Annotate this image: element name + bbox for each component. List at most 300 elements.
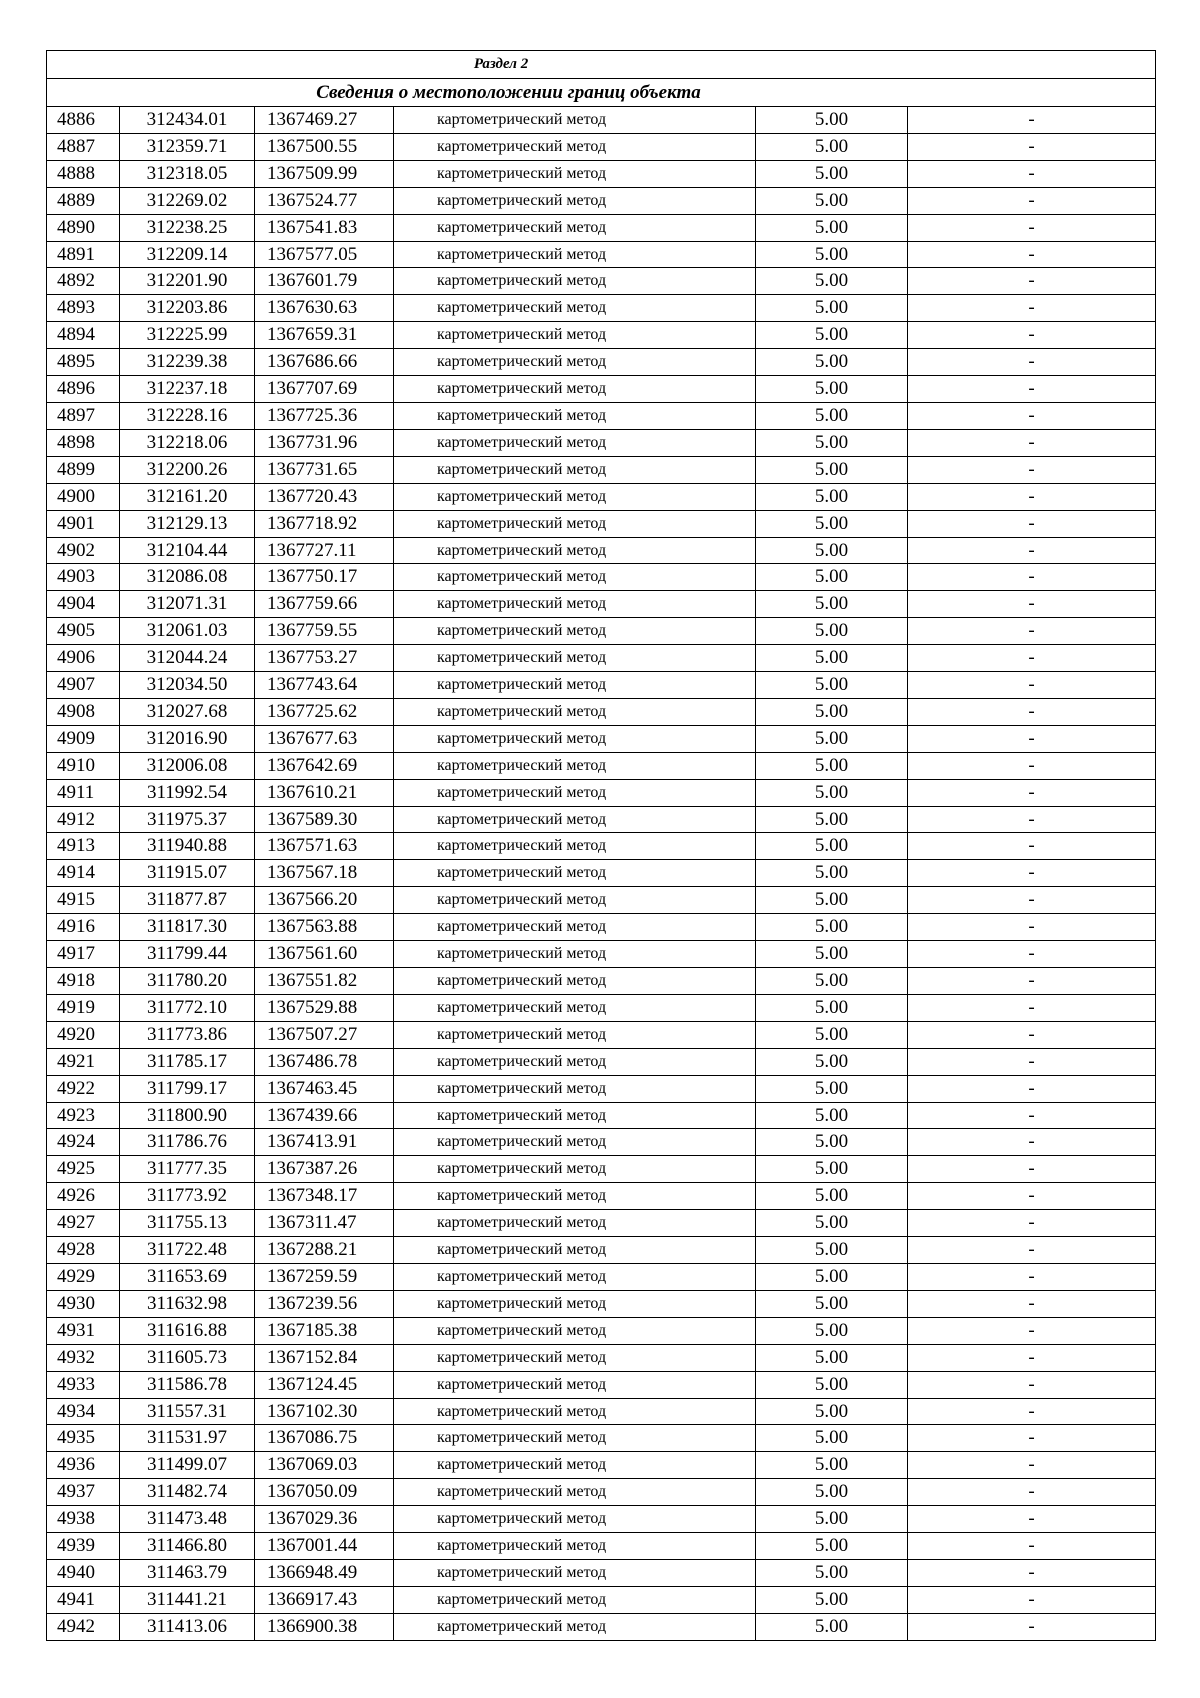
table-row bbox=[47, 941, 1156, 968]
determination-method: картометрический метод bbox=[394, 1263, 756, 1290]
coordinate-y: 1367524.77 bbox=[255, 187, 394, 214]
precision-value: 5.00 bbox=[756, 1613, 908, 1640]
extra-value: - bbox=[908, 1210, 1156, 1237]
coordinate-y: 1367509.99 bbox=[255, 160, 394, 187]
precision-value: 5.00 bbox=[756, 1048, 908, 1075]
point-number: 4940 bbox=[47, 1559, 120, 1586]
precision-value: 5.00 bbox=[756, 1344, 908, 1371]
coordinate-y: 1367541.83 bbox=[255, 214, 394, 241]
determination-method: картометрический метод bbox=[394, 1102, 756, 1129]
coordinate-y: 1367630.63 bbox=[255, 295, 394, 322]
precision-value: 5.00 bbox=[756, 1398, 908, 1425]
coordinate-y: 1367507.27 bbox=[255, 1021, 394, 1048]
extra-value: - bbox=[908, 133, 1156, 160]
coordinate-x: 311940.88 bbox=[120, 833, 255, 860]
precision-value: 5.00 bbox=[756, 833, 908, 860]
determination-method: картометрический метод bbox=[394, 107, 756, 134]
point-number: 4893 bbox=[47, 295, 120, 322]
determination-method: картометрический метод bbox=[394, 160, 756, 187]
extra-value: - bbox=[908, 1048, 1156, 1075]
coordinate-x: 311877.87 bbox=[120, 887, 255, 914]
point-number: 4898 bbox=[47, 429, 120, 456]
precision-value: 5.00 bbox=[756, 241, 908, 268]
table-row bbox=[47, 1452, 1156, 1479]
coordinate-x: 311463.79 bbox=[120, 1559, 255, 1586]
coordinate-y: 1367029.36 bbox=[255, 1506, 394, 1533]
coordinate-x: 311413.06 bbox=[120, 1613, 255, 1640]
coordinate-x: 312239.38 bbox=[120, 349, 255, 376]
point-number: 4907 bbox=[47, 672, 120, 699]
point-number: 4905 bbox=[47, 618, 120, 645]
point-number: 4912 bbox=[47, 806, 120, 833]
extra-value: - bbox=[908, 295, 1156, 322]
table-row bbox=[47, 1398, 1156, 1425]
point-number: 4911 bbox=[47, 779, 120, 806]
table-row bbox=[47, 994, 1156, 1021]
point-number: 4895 bbox=[47, 349, 120, 376]
table-row bbox=[47, 1129, 1156, 1156]
coordinate-x: 311605.73 bbox=[120, 1344, 255, 1371]
precision-value: 5.00 bbox=[756, 1586, 908, 1613]
extra-value: - bbox=[908, 779, 1156, 806]
extra-value: - bbox=[908, 1344, 1156, 1371]
point-number: 4887 bbox=[47, 133, 120, 160]
extra-value: - bbox=[908, 376, 1156, 403]
precision-value: 5.00 bbox=[756, 941, 908, 968]
table-row bbox=[47, 645, 1156, 672]
coordinate-y: 1367743.64 bbox=[255, 672, 394, 699]
precision-value: 5.00 bbox=[756, 1237, 908, 1264]
precision-value: 5.00 bbox=[756, 994, 908, 1021]
determination-method: картометрический метод bbox=[394, 591, 756, 618]
coordinate-x: 311975.37 bbox=[120, 806, 255, 833]
coordinate-y: 1367567.18 bbox=[255, 860, 394, 887]
coordinate-x: 311772.10 bbox=[120, 994, 255, 1021]
determination-method: картометрический метод bbox=[394, 645, 756, 672]
coordinate-y: 1367311.47 bbox=[255, 1210, 394, 1237]
coordinate-y: 1367050.09 bbox=[255, 1479, 394, 1506]
determination-method: картометрический метод bbox=[394, 322, 756, 349]
precision-value: 5.00 bbox=[756, 160, 908, 187]
coordinate-y: 1367348.17 bbox=[255, 1183, 394, 1210]
precision-value: 5.00 bbox=[756, 591, 908, 618]
table-row bbox=[47, 806, 1156, 833]
point-number: 4921 bbox=[47, 1048, 120, 1075]
table-row bbox=[47, 537, 1156, 564]
coordinate-x: 311499.07 bbox=[120, 1452, 255, 1479]
precision-value: 5.00 bbox=[756, 376, 908, 403]
extra-value: - bbox=[908, 1613, 1156, 1640]
determination-method: картометрический метод bbox=[394, 510, 756, 537]
point-number: 4900 bbox=[47, 483, 120, 510]
coordinate-x: 311632.98 bbox=[120, 1290, 255, 1317]
table-row bbox=[47, 1102, 1156, 1129]
table-row bbox=[47, 752, 1156, 779]
coordinate-x: 311557.31 bbox=[120, 1398, 255, 1425]
table-row bbox=[47, 1290, 1156, 1317]
coordinate-x: 311586.78 bbox=[120, 1371, 255, 1398]
coordinate-x: 311800.90 bbox=[120, 1102, 255, 1129]
determination-method: картометрический метод bbox=[394, 1452, 756, 1479]
determination-method: картометрический метод bbox=[394, 1021, 756, 1048]
precision-value: 5.00 bbox=[756, 1452, 908, 1479]
extra-value: - bbox=[908, 1398, 1156, 1425]
point-number: 4914 bbox=[47, 860, 120, 887]
coordinate-y: 1367239.56 bbox=[255, 1290, 394, 1317]
determination-method: картометрический метод bbox=[394, 1075, 756, 1102]
extra-value: - bbox=[908, 214, 1156, 241]
coordinate-x: 311653.69 bbox=[120, 1263, 255, 1290]
precision-value: 5.00 bbox=[756, 107, 908, 134]
coordinate-y: 1367185.38 bbox=[255, 1317, 394, 1344]
coordinate-y: 1367725.62 bbox=[255, 698, 394, 725]
coordinate-x: 311466.80 bbox=[120, 1533, 255, 1560]
coordinate-x: 311817.30 bbox=[120, 914, 255, 941]
point-number: 4935 bbox=[47, 1425, 120, 1452]
table-row bbox=[47, 322, 1156, 349]
coordinate-x: 311799.17 bbox=[120, 1075, 255, 1102]
precision-value: 5.00 bbox=[756, 1102, 908, 1129]
coordinate-y: 1367001.44 bbox=[255, 1533, 394, 1560]
determination-method: картометрический метод bbox=[394, 968, 756, 995]
determination-method: картометрический метод bbox=[394, 779, 756, 806]
table-row bbox=[47, 591, 1156, 618]
table-row bbox=[47, 1237, 1156, 1264]
point-number: 4923 bbox=[47, 1102, 120, 1129]
precision-value: 5.00 bbox=[756, 133, 908, 160]
coordinate-x: 311755.13 bbox=[120, 1210, 255, 1237]
precision-value: 5.00 bbox=[756, 1371, 908, 1398]
extra-value: - bbox=[908, 1156, 1156, 1183]
extra-value: - bbox=[908, 860, 1156, 887]
point-number: 4930 bbox=[47, 1290, 120, 1317]
precision-value: 5.00 bbox=[756, 779, 908, 806]
point-number: 4909 bbox=[47, 725, 120, 752]
coordinate-x: 312044.24 bbox=[120, 645, 255, 672]
point-number: 4925 bbox=[47, 1156, 120, 1183]
coordinate-x: 311773.92 bbox=[120, 1183, 255, 1210]
table-row bbox=[47, 1183, 1156, 1210]
determination-method: картометрический метод bbox=[394, 1237, 756, 1264]
point-number: 4916 bbox=[47, 914, 120, 941]
coordinate-y: 1367413.91 bbox=[255, 1129, 394, 1156]
section-label: Раздел 2 bbox=[47, 51, 1156, 79]
coordinate-y: 1366917.43 bbox=[255, 1586, 394, 1613]
table-row bbox=[47, 1586, 1156, 1613]
coordinate-x: 312061.03 bbox=[120, 618, 255, 645]
coordinate-x: 312238.25 bbox=[120, 214, 255, 241]
extra-value: - bbox=[908, 1533, 1156, 1560]
determination-method: картометрический метод bbox=[394, 860, 756, 887]
coordinate-x: 312071.31 bbox=[120, 591, 255, 618]
extra-value: - bbox=[908, 1129, 1156, 1156]
extra-value: - bbox=[908, 645, 1156, 672]
determination-method: картометрический метод bbox=[394, 564, 756, 591]
determination-method: картометрический метод bbox=[394, 1290, 756, 1317]
determination-method: картометрический метод bbox=[394, 833, 756, 860]
extra-value: - bbox=[908, 241, 1156, 268]
section-row bbox=[47, 51, 1156, 79]
boundary-coordinates-sheet bbox=[46, 50, 1155, 1641]
determination-method: картометрический метод bbox=[394, 456, 756, 483]
point-number: 4890 bbox=[47, 214, 120, 241]
determination-method: картометрический метод bbox=[394, 537, 756, 564]
precision-value: 5.00 bbox=[756, 564, 908, 591]
coordinate-x: 311616.88 bbox=[120, 1317, 255, 1344]
point-number: 4899 bbox=[47, 456, 120, 483]
coordinate-y: 1367259.59 bbox=[255, 1263, 394, 1290]
point-number: 4926 bbox=[47, 1183, 120, 1210]
coordinate-x: 311531.97 bbox=[120, 1425, 255, 1452]
determination-method: картометрический метод bbox=[394, 1344, 756, 1371]
precision-value: 5.00 bbox=[756, 537, 908, 564]
point-number: 4941 bbox=[47, 1586, 120, 1613]
coordinate-x: 312218.06 bbox=[120, 429, 255, 456]
point-number: 4902 bbox=[47, 537, 120, 564]
table-row bbox=[47, 1613, 1156, 1640]
coordinate-y: 1367571.63 bbox=[255, 833, 394, 860]
point-number: 4932 bbox=[47, 1344, 120, 1371]
determination-method: картометрический метод bbox=[394, 187, 756, 214]
coordinate-y: 1367124.45 bbox=[255, 1371, 394, 1398]
extra-value: - bbox=[908, 1371, 1156, 1398]
coordinate-y: 1367529.88 bbox=[255, 994, 394, 1021]
coordinate-x: 311799.44 bbox=[120, 941, 255, 968]
extra-value: - bbox=[908, 1559, 1156, 1586]
coordinate-y: 1367727.11 bbox=[255, 537, 394, 564]
determination-method: картометрический метод bbox=[394, 618, 756, 645]
coordinate-x: 311780.20 bbox=[120, 968, 255, 995]
coordinate-y: 1367069.03 bbox=[255, 1452, 394, 1479]
point-number: 4894 bbox=[47, 322, 120, 349]
coordinate-y: 1367152.84 bbox=[255, 1344, 394, 1371]
extra-value: - bbox=[908, 1479, 1156, 1506]
point-number: 4889 bbox=[47, 187, 120, 214]
table-row bbox=[47, 1533, 1156, 1560]
precision-value: 5.00 bbox=[756, 1263, 908, 1290]
determination-method: картометрический метод bbox=[394, 1559, 756, 1586]
coordinate-x: 311992.54 bbox=[120, 779, 255, 806]
determination-method: картометрический метод bbox=[394, 914, 756, 941]
extra-value: - bbox=[908, 1183, 1156, 1210]
determination-method: картометрический метод bbox=[394, 1425, 756, 1452]
coordinate-y: 1367610.21 bbox=[255, 779, 394, 806]
determination-method: картометрический метод bbox=[394, 1048, 756, 1075]
point-number: 4913 bbox=[47, 833, 120, 860]
extra-value: - bbox=[908, 349, 1156, 376]
determination-method: картометрический метод bbox=[394, 1129, 756, 1156]
point-number: 4903 bbox=[47, 564, 120, 591]
determination-method: картометрический метод bbox=[394, 429, 756, 456]
table-row bbox=[47, 268, 1156, 295]
point-number: 4892 bbox=[47, 268, 120, 295]
coordinate-x: 312006.08 bbox=[120, 752, 255, 779]
extra-value: - bbox=[908, 698, 1156, 725]
precision-value: 5.00 bbox=[756, 887, 908, 914]
table-row bbox=[47, 1156, 1156, 1183]
determination-method: картометрический метод bbox=[394, 268, 756, 295]
table-row bbox=[47, 187, 1156, 214]
precision-value: 5.00 bbox=[756, 456, 908, 483]
point-number: 4938 bbox=[47, 1506, 120, 1533]
table-row bbox=[47, 618, 1156, 645]
precision-value: 5.00 bbox=[756, 268, 908, 295]
coordinate-x: 312434.01 bbox=[120, 107, 255, 134]
point-number: 4933 bbox=[47, 1371, 120, 1398]
coordinate-y: 1366948.49 bbox=[255, 1559, 394, 1586]
determination-method: картометрический метод bbox=[394, 672, 756, 699]
determination-method: картометрический метод bbox=[394, 1210, 756, 1237]
determination-method: картометрический метод bbox=[394, 483, 756, 510]
extra-value: - bbox=[908, 1290, 1156, 1317]
coordinate-y: 1367601.79 bbox=[255, 268, 394, 295]
extra-value: - bbox=[908, 1425, 1156, 1452]
table-row bbox=[47, 833, 1156, 860]
coordinate-y: 1367731.65 bbox=[255, 456, 394, 483]
table-row bbox=[47, 860, 1156, 887]
coordinate-y: 1367102.30 bbox=[255, 1398, 394, 1425]
point-number: 4919 bbox=[47, 994, 120, 1021]
determination-method: картометрический метод bbox=[394, 806, 756, 833]
determination-method: картометрический метод bbox=[394, 1613, 756, 1640]
table-row bbox=[47, 376, 1156, 403]
point-number: 4928 bbox=[47, 1237, 120, 1264]
determination-method: картометрический метод bbox=[394, 941, 756, 968]
point-number: 4896 bbox=[47, 376, 120, 403]
precision-value: 5.00 bbox=[756, 1479, 908, 1506]
precision-value: 5.00 bbox=[756, 914, 908, 941]
extra-value: - bbox=[908, 618, 1156, 645]
precision-value: 5.00 bbox=[756, 402, 908, 429]
table-row bbox=[47, 1425, 1156, 1452]
extra-value: - bbox=[908, 268, 1156, 295]
determination-method: картометрический метод bbox=[394, 133, 756, 160]
precision-value: 5.00 bbox=[756, 429, 908, 456]
table-row bbox=[47, 1344, 1156, 1371]
extra-value: - bbox=[908, 483, 1156, 510]
extra-value: - bbox=[908, 456, 1156, 483]
table-row bbox=[47, 914, 1156, 941]
table-row bbox=[47, 887, 1156, 914]
extra-value: - bbox=[908, 806, 1156, 833]
table-row bbox=[47, 1506, 1156, 1533]
table-row bbox=[47, 1021, 1156, 1048]
table-row bbox=[47, 1048, 1156, 1075]
coordinate-x: 311785.17 bbox=[120, 1048, 255, 1075]
coordinate-y: 1367750.17 bbox=[255, 564, 394, 591]
point-number: 4929 bbox=[47, 1263, 120, 1290]
determination-method: картометрический метод bbox=[394, 241, 756, 268]
table-row bbox=[47, 1317, 1156, 1344]
point-number: 4901 bbox=[47, 510, 120, 537]
table-row bbox=[47, 429, 1156, 456]
extra-value: - bbox=[908, 1452, 1156, 1479]
coordinate-y: 1367707.69 bbox=[255, 376, 394, 403]
determination-method: картометрический метод bbox=[394, 1479, 756, 1506]
extra-value: - bbox=[908, 833, 1156, 860]
determination-method: картометрический метод bbox=[394, 1398, 756, 1425]
determination-method: картометрический метод bbox=[394, 402, 756, 429]
coordinate-x: 311441.21 bbox=[120, 1586, 255, 1613]
table-row bbox=[47, 1263, 1156, 1290]
table-row bbox=[47, 698, 1156, 725]
point-number: 4915 bbox=[47, 887, 120, 914]
table-row bbox=[47, 1075, 1156, 1102]
table-body bbox=[47, 51, 1156, 1641]
determination-method: картометрический метод bbox=[394, 1317, 756, 1344]
point-number: 4917 bbox=[47, 941, 120, 968]
extra-value: - bbox=[908, 564, 1156, 591]
coordinate-y: 1367463.45 bbox=[255, 1075, 394, 1102]
extra-value: - bbox=[908, 1075, 1156, 1102]
precision-value: 5.00 bbox=[756, 1533, 908, 1560]
coordinate-x: 312269.02 bbox=[120, 187, 255, 214]
coordinate-y: 1367718.92 bbox=[255, 510, 394, 537]
coordinate-x: 312086.08 bbox=[120, 564, 255, 591]
table-row bbox=[47, 1371, 1156, 1398]
determination-method: картометрический метод bbox=[394, 1533, 756, 1560]
coordinate-y: 1367439.66 bbox=[255, 1102, 394, 1129]
coordinate-y: 1367577.05 bbox=[255, 241, 394, 268]
table-row bbox=[47, 214, 1156, 241]
extra-value: - bbox=[908, 510, 1156, 537]
point-number: 4886 bbox=[47, 107, 120, 134]
point-number: 4927 bbox=[47, 1210, 120, 1237]
coordinate-x: 312161.20 bbox=[120, 483, 255, 510]
coordinate-y: 1367566.20 bbox=[255, 887, 394, 914]
coordinate-x: 312027.68 bbox=[120, 698, 255, 725]
coordinate-x: 312228.16 bbox=[120, 402, 255, 429]
point-number: 4936 bbox=[47, 1452, 120, 1479]
precision-value: 5.00 bbox=[756, 1559, 908, 1586]
precision-value: 5.00 bbox=[756, 645, 908, 672]
extra-value: - bbox=[908, 537, 1156, 564]
precision-value: 5.00 bbox=[756, 1183, 908, 1210]
table-row bbox=[47, 1479, 1156, 1506]
point-number: 4897 bbox=[47, 402, 120, 429]
table-row bbox=[47, 295, 1156, 322]
determination-method: картометрический метод bbox=[394, 1586, 756, 1613]
coordinate-y: 1367759.55 bbox=[255, 618, 394, 645]
extra-value: - bbox=[908, 1263, 1156, 1290]
coordinate-y: 1367753.27 bbox=[255, 645, 394, 672]
determination-method: картометрический метод bbox=[394, 994, 756, 1021]
extra-value: - bbox=[908, 994, 1156, 1021]
coordinate-y: 1367642.69 bbox=[255, 752, 394, 779]
coordinate-y: 1367551.82 bbox=[255, 968, 394, 995]
extra-value: - bbox=[908, 672, 1156, 699]
coordinate-y: 1367589.30 bbox=[255, 806, 394, 833]
coordinate-y: 1366900.38 bbox=[255, 1613, 394, 1640]
table-row bbox=[47, 133, 1156, 160]
coordinate-y: 1367288.21 bbox=[255, 1237, 394, 1264]
precision-value: 5.00 bbox=[756, 1425, 908, 1452]
point-number: 4942 bbox=[47, 1613, 120, 1640]
precision-value: 5.00 bbox=[756, 860, 908, 887]
extra-value: - bbox=[908, 1317, 1156, 1344]
determination-method: картометрический метод bbox=[394, 1156, 756, 1183]
coordinate-y: 1367561.60 bbox=[255, 941, 394, 968]
table-row bbox=[47, 107, 1156, 134]
coordinate-x: 311786.76 bbox=[120, 1129, 255, 1156]
extra-value: - bbox=[908, 322, 1156, 349]
coordinate-x: 312129.13 bbox=[120, 510, 255, 537]
coordinate-x: 311482.74 bbox=[120, 1479, 255, 1506]
extra-value: - bbox=[908, 887, 1156, 914]
table-row bbox=[47, 672, 1156, 699]
coordinate-x: 311773.86 bbox=[120, 1021, 255, 1048]
precision-value: 5.00 bbox=[756, 672, 908, 699]
